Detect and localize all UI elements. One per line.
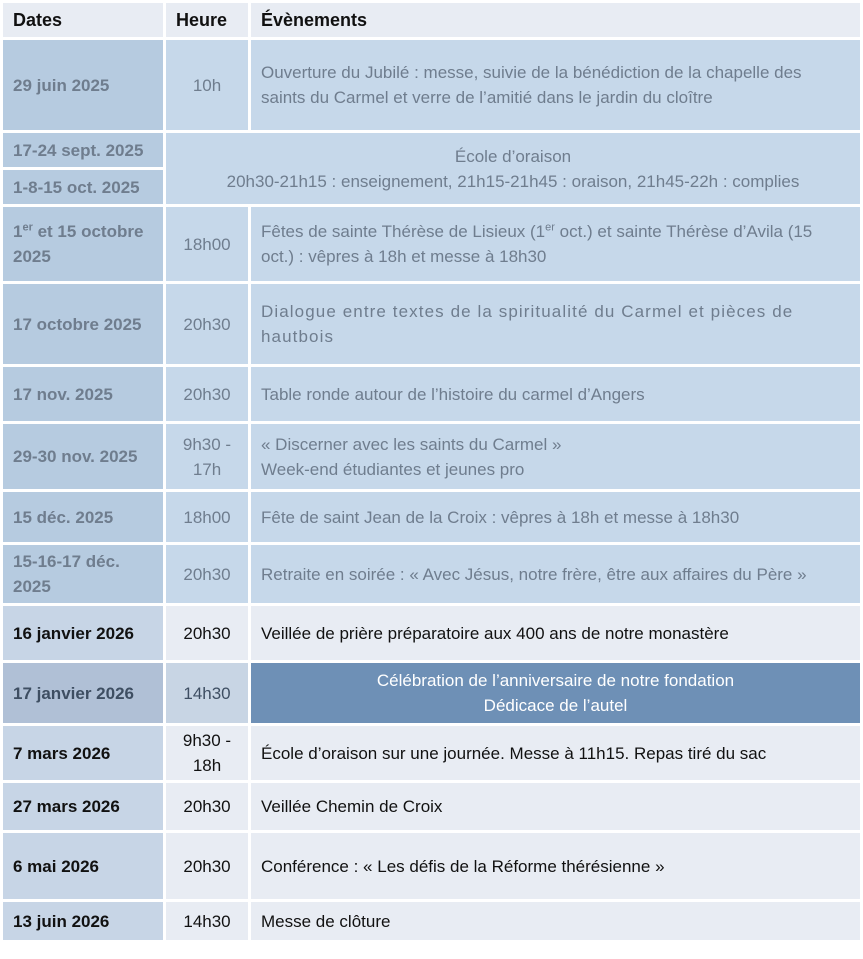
table-row	[3, 367, 860, 421]
row-event-line: 20h30-21h15 : enseignement, 21h15-21h45 : oraison, 21h45-22h : complies	[226, 171, 800, 191]
row-date: 16 janvier 2026	[3, 606, 163, 660]
table-row	[3, 40, 860, 130]
row-event: Table ronde autour de l’histoire du carmel d’Angers	[251, 367, 860, 421]
header-dates: Dates	[3, 3, 163, 37]
table-row	[3, 833, 860, 899]
row-hour: 20h30	[166, 606, 248, 660]
row-event: Veillée de prière préparatoire aux 400 ans de notre monastère	[251, 606, 860, 660]
row-date: 27 mars 2026	[3, 783, 163, 830]
row-date: 17 nov. 2025	[3, 367, 163, 421]
table-row	[3, 663, 860, 723]
row-hour: 9h30 - 17h	[166, 424, 248, 489]
row-hour: 20h30	[166, 783, 248, 830]
row-date: 17 janvier 2026	[3, 663, 163, 723]
table-row	[3, 902, 860, 940]
row-event: Veillée Chemin de Croix	[251, 783, 860, 830]
row-date: 7 mars 2026	[3, 726, 163, 780]
row-hour: 20h30	[166, 367, 248, 421]
row-hour: 18h00	[166, 207, 248, 281]
row-event	[251, 663, 860, 723]
table-row	[3, 726, 860, 780]
table-row	[3, 545, 860, 603]
row-date: 29 juin 2025	[3, 40, 163, 130]
row-event-sup: er	[545, 221, 555, 234]
row-date: 17-24 sept. 2025	[3, 133, 163, 167]
row-date	[3, 207, 163, 281]
table-row	[3, 492, 860, 542]
header-heure: Heure	[166, 3, 248, 37]
row-hour: 14h30	[166, 663, 248, 723]
table-row	[3, 284, 860, 364]
row-hour: 20h30	[166, 545, 248, 603]
row-event-line: École d’oraison	[454, 146, 572, 166]
table-row	[3, 783, 860, 830]
table-row	[3, 606, 860, 660]
row-event-line: « Discerner avec les saints du Carmel »	[261, 434, 562, 454]
row-date-part: 1	[13, 222, 23, 241]
row-event: Dialogue entre textes de la spiritualité du Carmel et pièces de hautbois	[251, 284, 860, 364]
row-event	[251, 207, 860, 281]
row-event-line: Célébration de l’anniversaire de notre fondation	[376, 671, 735, 690]
row-date: 17 octobre 2025	[3, 284, 163, 364]
row-date: 6 mai 2026	[3, 833, 163, 899]
row-event-part: oct.) et sainte Thérèse d’Avila (15 oct.) : vêpres à 18h et messe à 18h30	[261, 222, 813, 266]
table-row	[3, 133, 860, 167]
row-hour: 18h00	[166, 492, 248, 542]
row-date: 15 déc. 2025	[3, 492, 163, 542]
row-event-line: Week-end étudiantes et jeunes pro	[261, 459, 525, 479]
row-event: Retraite en soirée : « Avec Jésus, notre frère, être aux affaires du Père »	[251, 545, 860, 603]
row-event	[166, 133, 860, 204]
row-hour: 20h30	[166, 284, 248, 364]
row-event: Conférence : « Les défis de la Réforme thérésienne »	[251, 833, 860, 899]
row-event-line: Dédicace de l’autel	[483, 696, 628, 715]
row-date: 13 juin 2026	[3, 902, 163, 940]
row-event	[251, 424, 860, 489]
row-hour: 9h30 - 18h	[166, 726, 248, 780]
row-date-part: et 15 octobre 2025	[13, 222, 144, 266]
row-date: 15-16-17 déc. 2025	[3, 545, 163, 603]
row-event: Ouverture du Jubilé : messe, suivie de la bénédiction de la chapelle des saints du Carmel et verre de l’amitié dans le jardin du cloître	[251, 40, 860, 130]
row-event: Messe de clôture	[251, 902, 860, 940]
header-evenements: Évènements	[251, 3, 860, 37]
table-row	[3, 424, 860, 489]
row-event: Fête de saint Jean de la Croix : vêpres à 18h et messe à 18h30	[251, 492, 860, 542]
row-hour: 14h30	[166, 902, 248, 940]
row-date: 1-8-15 oct. 2025	[3, 170, 163, 204]
row-hour: 20h30	[166, 833, 248, 899]
row-date: 29-30 nov. 2025	[3, 424, 163, 489]
row-hour: 10h	[166, 40, 248, 130]
row-event-part: Fêtes de sainte Thérèse de Lisieux (1	[261, 222, 546, 241]
header-row	[3, 3, 860, 37]
row-event: École d’oraison sur une journée. Messe à 11h15. Repas tiré du sac	[251, 726, 860, 780]
row-date-sup: er	[22, 221, 33, 234]
table-row	[3, 207, 860, 281]
